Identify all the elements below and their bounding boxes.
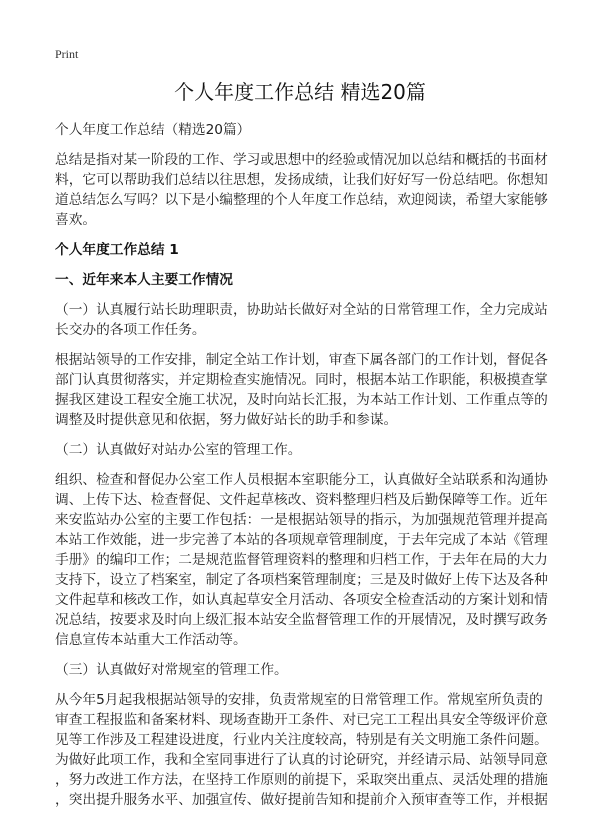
text-line: ，突出提升服务水平、加强宣传、做好提前告知和提前介入预审查等工作，并根据 bbox=[55, 792, 548, 808]
text-line: 部门认真贯彻落实，并定期检查实施情况。同时，根据本站工作职能，积极摸查掌 bbox=[55, 372, 548, 388]
text-line: 本站工作效能，进一步完善了本站的各项规章管理制度，于去年完成了本站《管理 bbox=[55, 532, 548, 548]
subtitle: 个人年度工作总结（精选20篇） bbox=[55, 122, 251, 138]
item-one bbox=[55, 300, 565, 340]
text-line: （三）认真做好对常规室的管理工作。 bbox=[55, 662, 288, 678]
text-line: 调、上传下达、检查督促、文件起草核改、资料整理归档及后勤保障等工作。近年 bbox=[55, 492, 548, 508]
text-line: 为做好此项工作，我和全室同事进行了认真的讨论研究，并经请示局、站领导同意 bbox=[55, 752, 548, 768]
text-line: 况总结，按要求及时向上级汇报本站安全监督管理工作的开展情况，及时撰写政务 bbox=[55, 612, 548, 628]
text-line: 来安监站办公室的主要工作包括：一是根据站领导的指示，为加强规范管理并提高 bbox=[55, 512, 548, 528]
document-body bbox=[55, 120, 565, 820]
text-line: 信息宣传本站重大工作活动等。 bbox=[55, 632, 247, 648]
text-line: 道总结怎么写吗？以下是小编整理的个人年度工作总结，欢迎阅读，希望大家能够 bbox=[55, 192, 548, 208]
text-line: 从今年5月起我根据站领导的安排，负责常规室的日常管理工作。常规室所负责的 bbox=[55, 692, 543, 708]
text-line: 喜欢。 bbox=[55, 212, 97, 228]
item-two bbox=[55, 440, 565, 460]
text-line: （一）认真履行站长助理职责，协助站长做好对全站的日常管理工作，全力完成站 bbox=[55, 302, 548, 318]
text-line: 支持下，设立了档案室，制定了各项档案管理制度；三是及时做好上传下达及各种 bbox=[55, 572, 548, 588]
text-line: 料，它可以帮助我们总结以往思想，发扬成绩，让我们好好写一份总结吧。你想知 bbox=[55, 172, 548, 188]
page-title: 个人年度工作总结 精选20篇 bbox=[174, 80, 426, 104]
text-line: 手册》的编印工作；二是规范监督管理资料的整理和归档工作，于去年在局的大力 bbox=[55, 552, 548, 568]
paragraph-three bbox=[55, 690, 565, 810]
text-line: 总结是指对某一阶段的工作、学习或思想中的经验或情况加以总结和概括的书面材 bbox=[55, 152, 548, 168]
text-line: （二）认真做好对站办公室的管理工作。 bbox=[55, 442, 302, 458]
text-line: 见等工作涉及工程建设进度，行业内关注度较高，特别是有关文明施工条件问题。 bbox=[55, 732, 548, 748]
text-line: 文件起草和核改工作，如认真起草安全月活动、各项安全检查活动的方案计划和情 bbox=[55, 592, 548, 608]
text-line: 握我区建设工程安全施工状况，及时向站长汇报，为本站工作计划、工作重点等的 bbox=[55, 392, 548, 408]
paragraph-two bbox=[55, 470, 565, 650]
intro-paragraph bbox=[55, 150, 565, 230]
section-heading: 个人年度工作总结 1 bbox=[55, 242, 179, 258]
text-line: 调整及时提供意见和依据，努力做好站长的助手和参谋。 bbox=[55, 412, 398, 428]
item-three bbox=[55, 660, 565, 680]
text-line: ，努力改进工作方法，在坚持工作原则的前提下，采取突出重点、灵活处理的措施 bbox=[55, 772, 548, 788]
print-link[interactable]: Print bbox=[55, 47, 79, 61]
subsection-heading: 一、近年来本人主要工作情况 bbox=[55, 272, 233, 288]
text-line: 组织、检查和督促办公室工作人员根据本室职能分工，认真做好全站联系和沟通协 bbox=[55, 472, 548, 488]
text-line: 长交办的各项工作任务。 bbox=[55, 322, 206, 338]
paragraph-one bbox=[55, 350, 565, 430]
text-line: 审查工程报监和备案材料、现场查勘开工条件、对已完工工程出具安全等级评价意 bbox=[55, 712, 548, 728]
text-line: 根据站领导的工作安排，制定全站工作计划，审查下属各部门的工作计划，督促各 bbox=[55, 352, 548, 368]
